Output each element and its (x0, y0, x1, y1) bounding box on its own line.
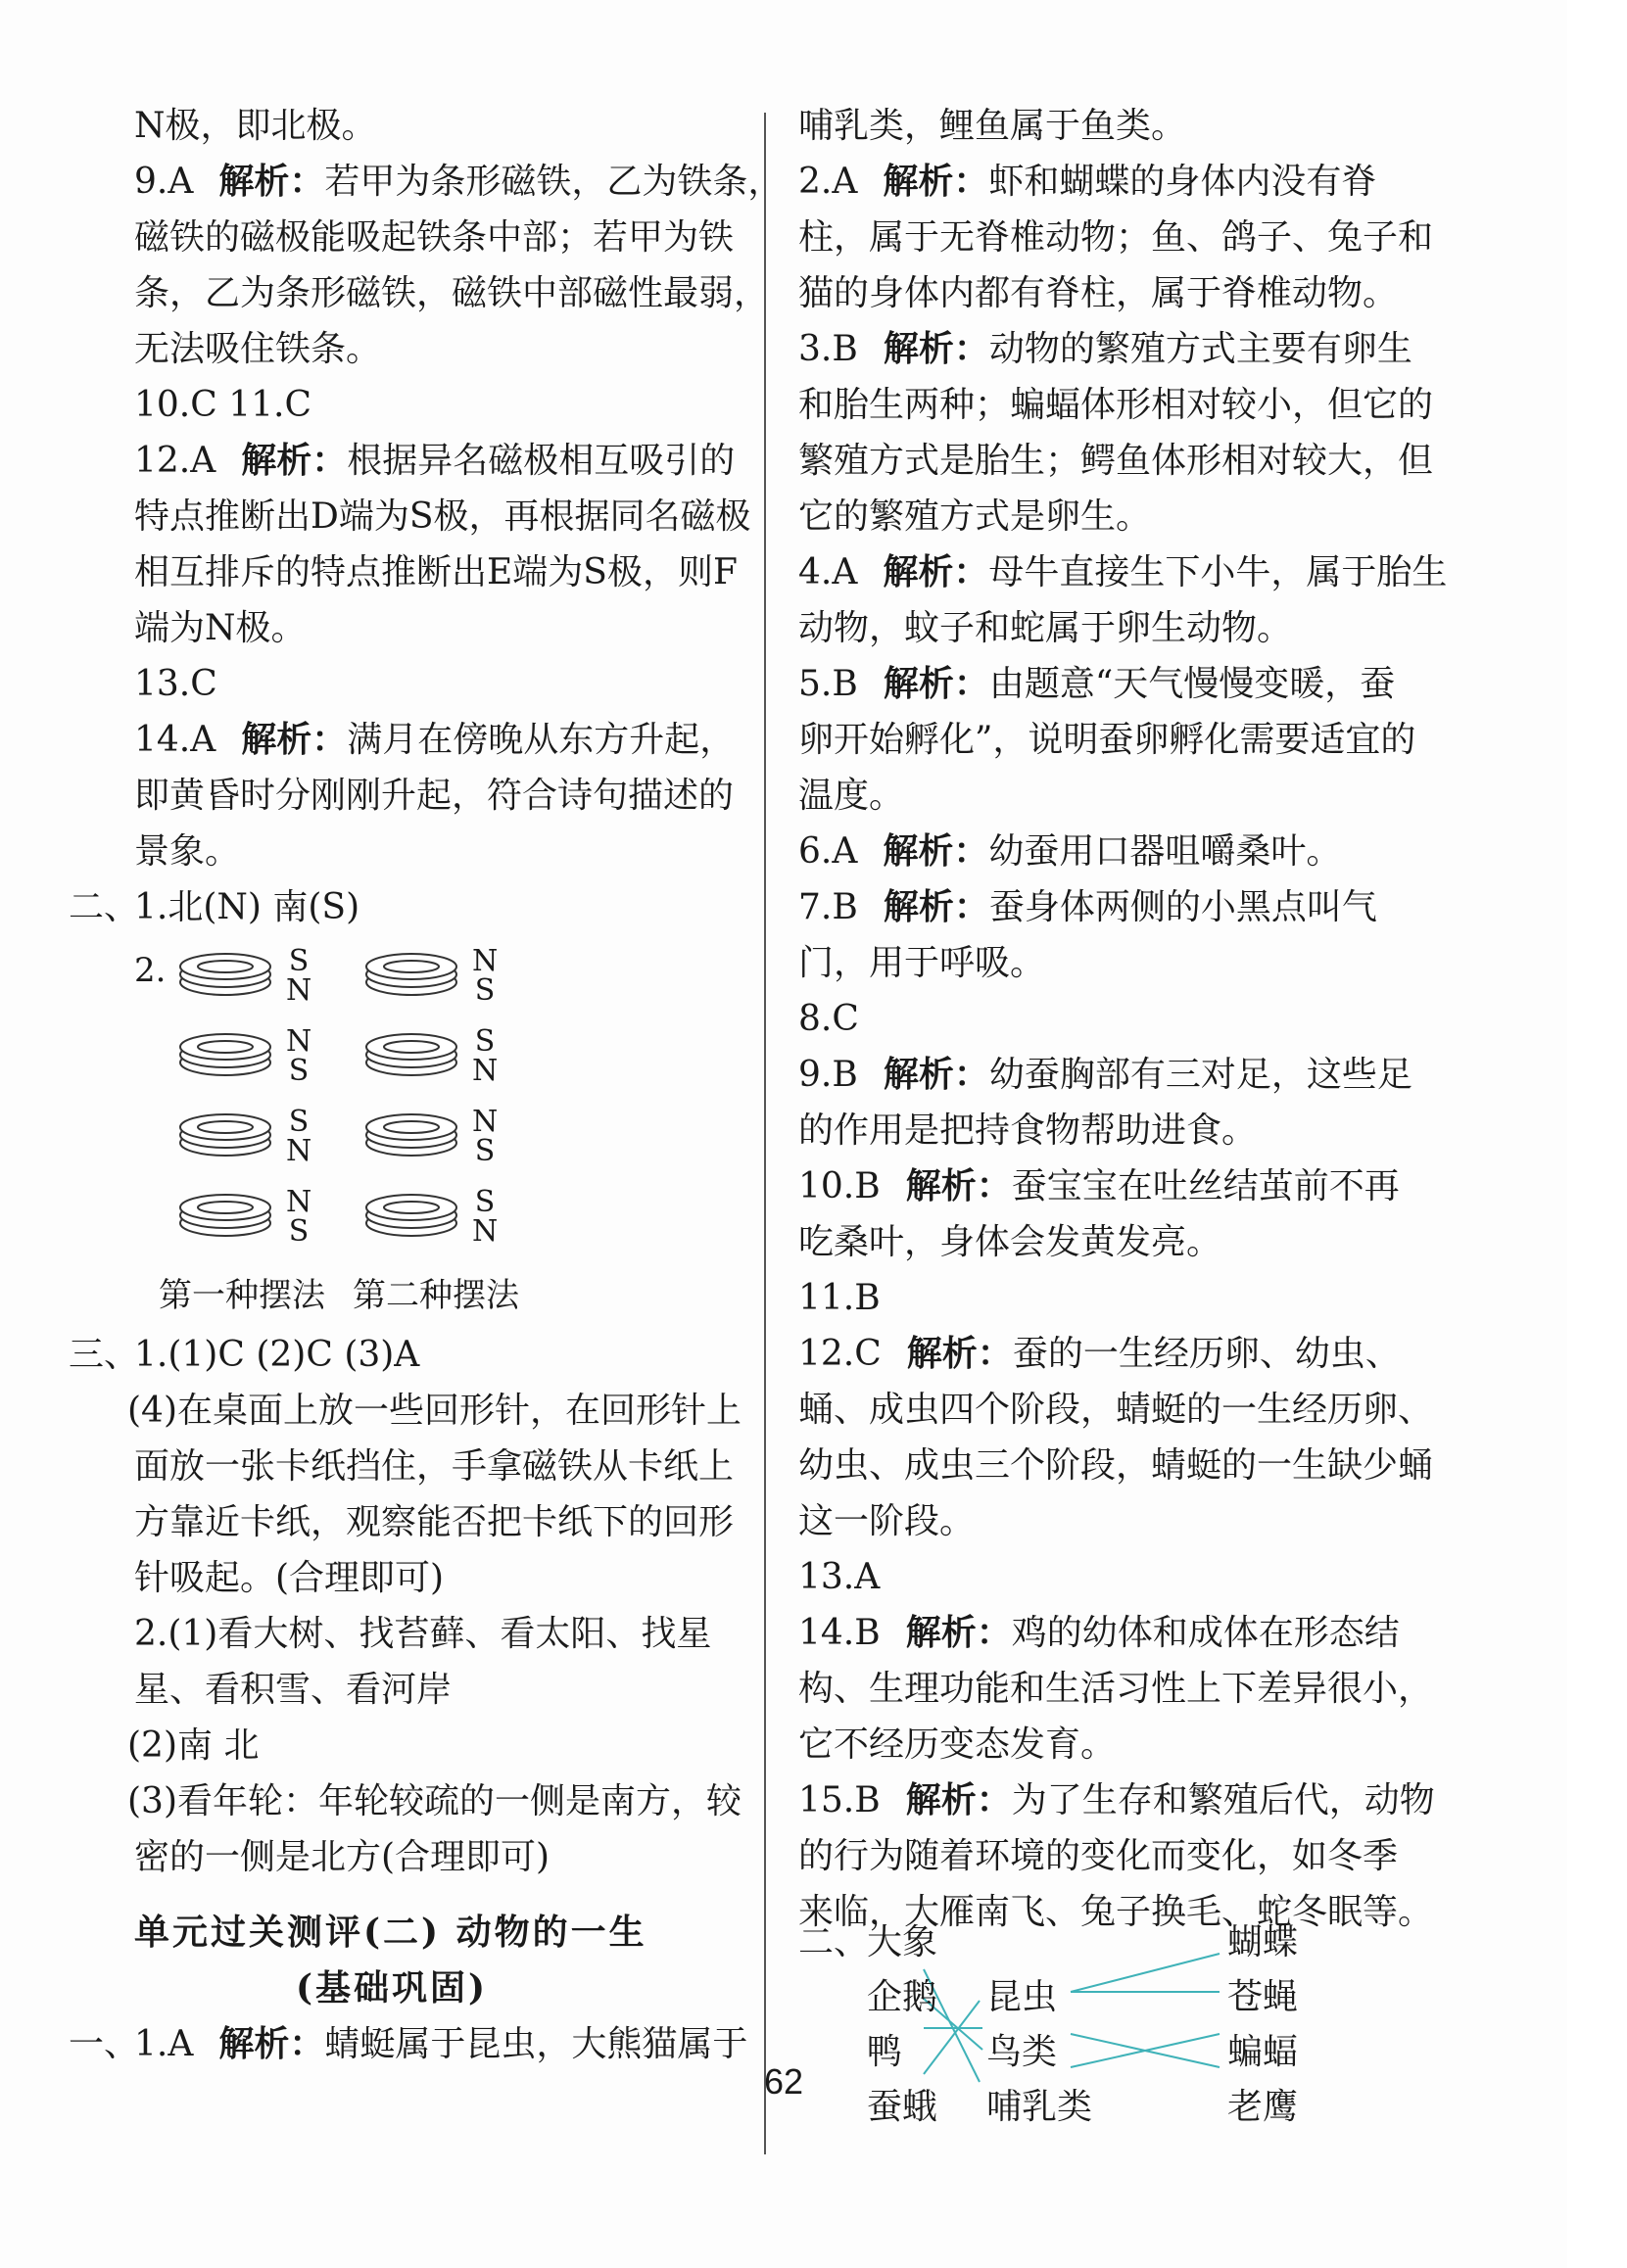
text-line (798, 377, 1484, 433)
right-answers (798, 98, 1484, 1940)
pole-bottom-label: S (474, 1134, 496, 1168)
pole-top-label: N (286, 1185, 312, 1219)
text-line (798, 1493, 1484, 1549)
line-text: (4)在桌面上放一些回形针，在回形针上 (127, 1391, 742, 1431)
line-text: 景象。 (134, 831, 241, 872)
text-line (798, 1382, 1484, 1438)
pole-labels (286, 1185, 312, 1249)
match-left-0: 大象 (867, 1922, 938, 1962)
unit-title: 单元过关测评(二) 动物的一生 (134, 1912, 647, 1953)
line-text: 猫的身体内都有脊柱，属于脊椎动物。 (798, 273, 1399, 313)
line-text: 针吸起。(合理即可) (134, 1558, 445, 1598)
line-text: 13.C (134, 664, 217, 704)
line-text: 来临，大雁南飞、兔子换毛、蛇冬眠等。 (798, 1892, 1434, 1932)
answer-line (798, 824, 1484, 879)
pole-top-label: S (288, 1105, 310, 1139)
line-text: (2)南 北 (127, 1725, 260, 1766)
ring-magnet-stack (176, 1027, 274, 1095)
line-text: 即黄昏时分刚刚升起，符合诗句描述的 (134, 776, 735, 816)
unit-subtitle: (基础巩固) (296, 1967, 489, 2008)
matching-section-marker: 二、 (798, 1922, 870, 1962)
line-text: 11.B (798, 1278, 881, 1318)
text-line (798, 265, 1484, 321)
text-line (69, 1606, 744, 1662)
line-text: 特点推断出D端为S极，再根据同名磁极 (134, 496, 751, 537)
question-number: 7.B (798, 887, 858, 927)
magnet-diagram (69, 935, 744, 1327)
line-text: 10.C 11.C (134, 385, 312, 425)
analysis-text: 由题意“天气慢慢变暖，蚕 (988, 664, 1396, 704)
analysis-label: 解析： (905, 1165, 1012, 1206)
text-line (798, 1103, 1484, 1158)
pole-top-label: N (286, 1024, 312, 1059)
text-line (69, 210, 744, 265)
ring-magnet-stack (176, 1108, 274, 1175)
text-line (798, 210, 1484, 265)
line-text: 13.A (798, 1557, 881, 1597)
ring-magnet-stack (176, 1188, 274, 1255)
analysis-text: 根据异名磁极相互吸引的 (347, 441, 736, 481)
section-line (69, 879, 744, 935)
answer-line (798, 544, 1484, 600)
ring-magnet-stack (176, 947, 274, 1015)
caption-first-arrangement: 第一种摆法 (159, 1276, 325, 1315)
line-text: 繁殖方式是胎生；鳄鱼体形相对较大，但 (798, 441, 1434, 481)
section-marker: 一、 (69, 2024, 140, 2064)
question-number: 14.B (798, 1613, 881, 1653)
text-line (69, 768, 744, 824)
analysis-label: 解析： (218, 161, 325, 202)
text-line (798, 1214, 1484, 1270)
text-line (798, 1438, 1484, 1493)
text-line (798, 935, 1484, 991)
analysis-text: 鸡的幼体和成体在形态结 (1011, 1613, 1400, 1653)
match-right-3: 老鹰 (1227, 2087, 1299, 2127)
ring-magnet-graphic (362, 1188, 460, 1239)
text-line (69, 1718, 744, 1773)
page-number: 62 (763, 2061, 804, 2102)
section-text: 1.(1)C (2)C (3)A (134, 1335, 420, 1375)
analysis-text: 母牛直接生下小牛，属于胎生 (988, 552, 1448, 592)
pole-bottom-label: S (474, 973, 496, 1008)
question-number: 4.A (798, 552, 858, 592)
pole-labels (472, 1185, 499, 1249)
line-text: 相互排斥的特点推断出E端为S极，则F (134, 552, 738, 592)
ring-magnet-graphic (176, 1188, 274, 1239)
analysis-label: 解析： (218, 2023, 325, 2064)
line-text: (3)看年轮：年轮较疏的一侧是南方，较 (127, 1781, 742, 1821)
analysis-label: 解析： (883, 830, 989, 872)
text-line (69, 1829, 744, 1885)
line-text: 柱，属于无脊椎动物；鱼、鸽子、兔子和 (798, 217, 1434, 258)
match-line-insect-butterfly (1071, 1954, 1220, 1992)
text-line (69, 656, 744, 712)
analysis-text: 蚕的一生经历卵、幼虫、 (1012, 1334, 1401, 1374)
section-text: 1.北(N) 南(S) (134, 887, 360, 927)
text-line (69, 1383, 744, 1439)
text-line (69, 265, 770, 321)
text-line (69, 1550, 744, 1606)
pole-top-label: S (474, 1024, 496, 1059)
text-line (798, 1717, 1484, 1772)
line-text: 幼虫、成虫三个阶段，蜻蜓的一生缺少蛹 (798, 1445, 1434, 1486)
line-text: 面放一张卡纸挡住，手拿磁铁从卡纸上 (134, 1446, 735, 1487)
line-text: 它的繁殖方式是卵生。 (798, 496, 1152, 537)
text-line (69, 1494, 744, 1550)
line-text: 方靠近卡纸，观察能否把卡纸下的回形 (134, 1502, 735, 1542)
analysis-label: 解析： (883, 663, 989, 704)
text-line (69, 489, 751, 544)
text-line (69, 1662, 744, 1718)
pole-bottom-label: N (472, 1214, 499, 1249)
text-line (798, 1549, 1484, 1605)
analysis-label: 解析： (883, 551, 989, 592)
match-left-3: 蚕蛾 (867, 2087, 938, 2127)
match-right-1: 苍蝇 (1227, 1977, 1299, 2017)
ring-magnet-graphic (176, 1108, 274, 1158)
answer-line (798, 1047, 1484, 1103)
question-number: 3.B (798, 329, 858, 369)
ring-magnet-stack (362, 1108, 460, 1175)
analysis-label: 解析： (905, 1612, 1012, 1653)
pole-bottom-label: S (288, 1054, 310, 1088)
pole-bottom-label: N (286, 973, 312, 1008)
analysis-text: 幼蚕胸部有三对足，这些足 (988, 1055, 1412, 1095)
matching-diagram (798, 1922, 1484, 2165)
text-line (798, 600, 1484, 656)
text-line (798, 1828, 1484, 1884)
question-number: 14.A (134, 720, 216, 760)
analysis-text: 蚕宝宝在吐丝结茧前不再 (1011, 1166, 1400, 1206)
analysis-text: 若甲为条形磁铁，乙为铁条， (324, 162, 784, 202)
text-line (69, 1773, 744, 1829)
pole-labels (286, 1024, 312, 1088)
question-number: 2.A (798, 162, 858, 202)
text-line (69, 321, 744, 377)
match-right-2: 蝙蝠 (1227, 2032, 1299, 2072)
column-divider (764, 113, 766, 2154)
question-number: 1.A (134, 2024, 194, 2064)
line-text: 门，用于呼吸。 (798, 943, 1046, 983)
section-line (69, 1327, 744, 1383)
match-right-0: 蝴蝶 (1227, 1922, 1299, 1962)
analysis-label: 解析： (883, 161, 989, 202)
text-line (798, 1270, 1484, 1326)
match-left-1: 企鹅 (867, 1977, 938, 2017)
section-marker: 二、 (69, 887, 140, 927)
analysis-text: 为了生存和繁殖后代，动物 (1011, 1780, 1435, 1820)
answer-line (798, 321, 1484, 377)
pole-labels (286, 944, 312, 1008)
left-column (69, 98, 784, 2072)
line-text: 星、看积雪、看河岸 (134, 1670, 453, 1710)
right-column (798, 98, 1484, 2165)
analysis-label: 解析： (241, 440, 348, 481)
line-text: 的行为随着环境的变化而变化，如冬季 (798, 1836, 1399, 1876)
line-text: 哺乳类，鲤鱼属于鱼类。 (798, 106, 1187, 146)
line-text: 条，乙为条形磁铁，磁铁中部磁性最弱， (134, 273, 770, 313)
answer-line (798, 879, 1484, 935)
line-text: 动物，蚊子和蛇属于卵生动物。 (798, 608, 1293, 648)
line-text: 它不经历变态发育。 (798, 1725, 1117, 1765)
line-text: 这一阶段。 (798, 1501, 976, 1541)
pole-labels (472, 1105, 499, 1168)
analysis-label: 解析： (883, 1054, 989, 1095)
answer-line (798, 656, 1484, 712)
line-text: 无法吸住铁条。 (134, 329, 382, 369)
analysis-label: 解析： (906, 1333, 1013, 1374)
pole-bottom-label: N (286, 1134, 312, 1168)
text-line (798, 768, 1484, 824)
line-text: 构、生理功能和生活习性上下差异很小， (798, 1669, 1434, 1709)
line-text: 温度。 (798, 776, 905, 816)
text-line (69, 98, 744, 154)
analysis-label: 解析： (241, 719, 348, 760)
text-line (798, 489, 1484, 544)
text-line (798, 712, 1484, 768)
line-text: 磁铁的磁极能吸起铁条中部；若甲为铁 (134, 217, 735, 258)
question-number: 9.A (134, 162, 194, 202)
ring-magnet-stack (362, 947, 460, 1015)
match-middle-0: 昆虫 (986, 1977, 1058, 2017)
text-line (798, 1661, 1484, 1717)
analysis-text: 幼蚕用口器咀嚼桑叶。 (988, 831, 1342, 872)
match-middle-1: 鸟类 (986, 2032, 1058, 2072)
answer-line (798, 1158, 1484, 1214)
text-line (69, 600, 744, 656)
pole-top-label: S (474, 1185, 496, 1219)
text-line (69, 377, 744, 433)
line-text: 吃桑叶，身体会发黄发亮。 (798, 1222, 1222, 1262)
line-text: 2.(1)看大树、找苔藓、看太阳、找星 (134, 1614, 712, 1654)
question-number: 5.B (798, 664, 858, 704)
pole-top-label: N (472, 944, 499, 978)
section-marker: 三、 (69, 1335, 140, 1375)
line-text: 密的一侧是北方(合理即可) (134, 1837, 550, 1877)
ring-magnet-graphic (176, 1027, 274, 1078)
pole-top-label: S (288, 944, 310, 978)
analysis-text: 蜻蜓属于昆虫，大熊猫属于 (324, 2024, 748, 2064)
text-line (69, 1439, 744, 1494)
pole-bottom-label: S (288, 1214, 310, 1249)
pole-top-label: N (472, 1105, 499, 1139)
analysis-text: 虾和蝴蝶的身体内没有脊 (988, 162, 1377, 202)
magnet-item-label: 2. (134, 951, 167, 990)
ring-magnet-stack (362, 1027, 460, 1095)
text-line (798, 98, 1484, 154)
line-text: 卵开始孵化”，说明蚕卵孵化需要适宜的 (798, 720, 1416, 760)
pole-bottom-label: N (472, 1054, 499, 1088)
analysis-text: 蚕身体两侧的小黑点叫气 (988, 887, 1377, 927)
line-text: N极，即北极。 (134, 106, 377, 146)
answer-line (69, 433, 744, 489)
left-answers-part3 (69, 1327, 744, 1885)
analysis-label: 解析： (883, 328, 989, 369)
pole-labels (472, 1024, 499, 1088)
ring-magnet-graphic (362, 1108, 460, 1158)
ring-magnet-graphic (362, 947, 460, 998)
answer-line (69, 154, 784, 210)
text-line (798, 433, 1484, 489)
text-line (798, 991, 1484, 1047)
answer-line (798, 1326, 1484, 1382)
question-number: 15.B (798, 1780, 881, 1820)
answer-line (798, 154, 1484, 210)
question-number: 6.A (798, 831, 858, 872)
analysis-text: 满月在傍晚从东方升起， (347, 720, 736, 760)
line-text: 和胎生两种；蝙蝠体形相对较小，但它的 (798, 385, 1434, 425)
answer-line (798, 1605, 1484, 1661)
answer-line (798, 1772, 1484, 1828)
left-answers (69, 98, 784, 935)
question-number: 9.B (798, 1055, 858, 1095)
analysis-text: 动物的繁殖方式主要有卵生 (988, 329, 1412, 369)
text-line (69, 544, 744, 600)
match-middle-2: 哺乳类 (986, 2087, 1093, 2127)
ring-magnet-graphic (176, 947, 274, 998)
pole-labels (472, 944, 499, 1008)
ring-magnet-stack (362, 1188, 460, 1255)
question-number: 10.B (798, 1166, 881, 1206)
pole-labels (286, 1105, 312, 1168)
analysis-label: 解析： (905, 1779, 1012, 1820)
line-text: 蛹、成虫四个阶段，蜻蜓的一生经历卵、 (798, 1390, 1434, 1430)
line-text: 8.C (798, 999, 859, 1039)
analysis-label: 解析： (883, 886, 989, 927)
line-text: 端为N极。 (134, 608, 307, 648)
line-text: 的作用是把持食物帮助进食。 (798, 1110, 1258, 1151)
text-line (69, 824, 744, 879)
answer-line (69, 712, 744, 768)
ring-magnet-graphic (362, 1027, 460, 1078)
match-left-2: 鸭 (867, 2032, 903, 2072)
caption-second-arrangement: 第二种摆法 (353, 1276, 519, 1315)
question-number: 12.C (798, 1334, 882, 1374)
question-number: 12.A (134, 441, 216, 481)
